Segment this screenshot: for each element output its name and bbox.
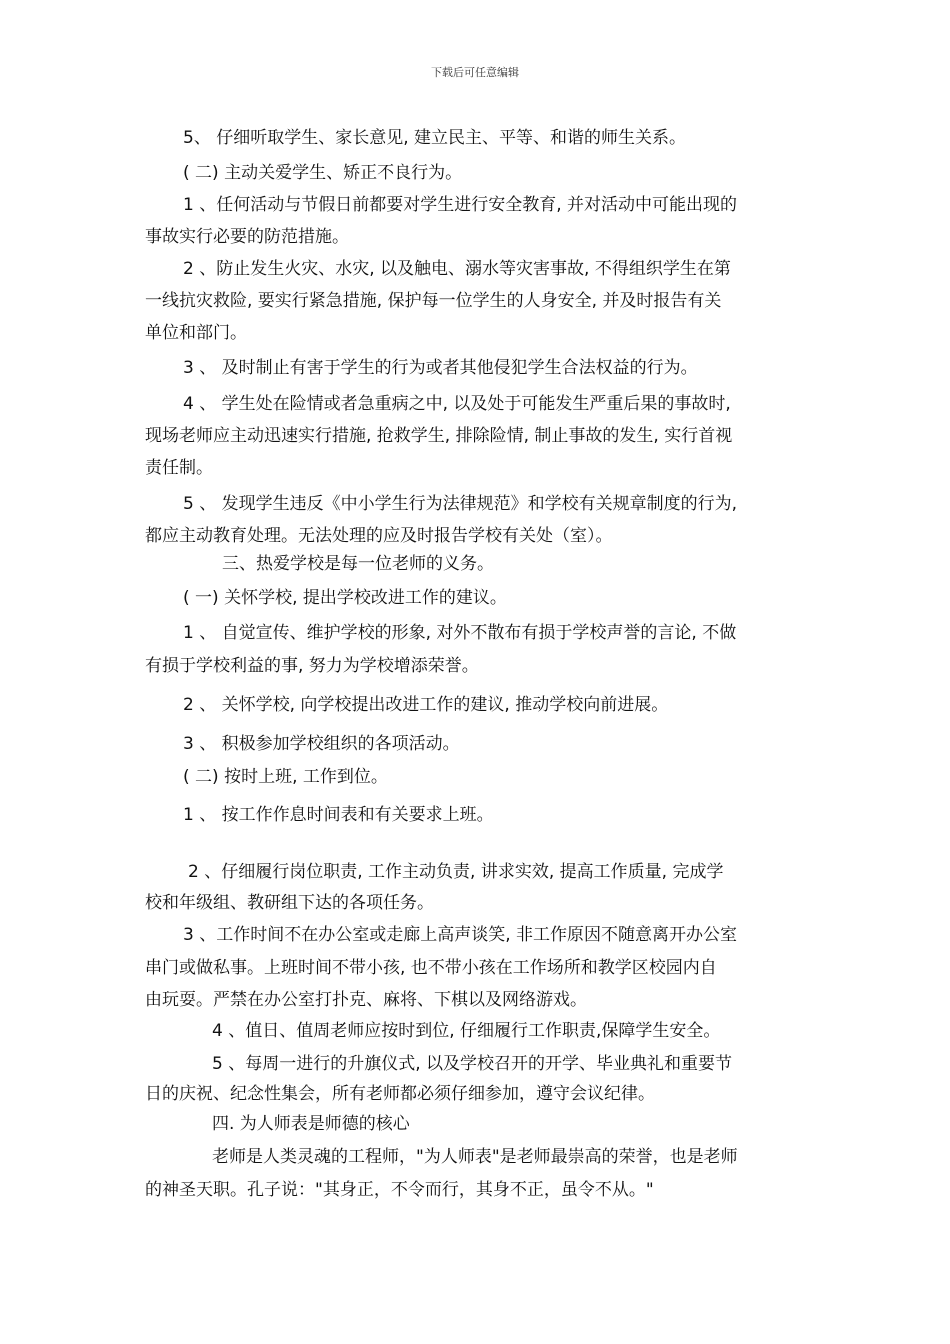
text-line: 3 、工作时间不在办公室或走廊上高声谈笑, 非工作原因不随意离开办公室 (183, 925, 738, 945)
text-line: ( 一) 关怀学校, 提出学校改进工作的建议。 (183, 588, 507, 608)
text-line: 5 、 发现学生违反《中小学生行为法律规范》和学校有关规章制度的行为, (183, 494, 738, 514)
text-line: ( 二) 按时上班, 工作到位。 (183, 767, 388, 787)
text-line: ( 二) 主动关爱学生、矫正不良行为。 (183, 163, 463, 183)
text-line: 老师是人类灵魂的工程师，"为人师表"是老师最崇高的荣誉，也是老师 (212, 1147, 738, 1167)
text-line: 1 、 按工作作息时间表和有关要求上班。 (183, 805, 494, 825)
text-line: 单位和部门。 (145, 323, 247, 343)
text-line: 一线抗灾救险, 要实行紧急措施, 保护每一位学生的人身安全, 并及时报告有关 (145, 291, 722, 311)
text-line: 4 、值日、值周老师应按时到位, 仔细履行工作职责,保障学生安全。 (212, 1021, 721, 1041)
text-line: 3 、 积极参加学校组织的各项活动。 (183, 734, 460, 754)
page-header: 下载后可任意编辑 (431, 66, 519, 79)
text-line: 由玩耍。严禁在办公室打扑克、麻将、下棋以及网络游戏。 (145, 990, 587, 1010)
text-line: 现场老师应主动迅速实行措施, 抢救学生, 排除险情, 制止事故的发生, 实行首视 (145, 426, 733, 446)
text-line: 1 、 自觉宣传、维护学校的形象, 对外不散布有损于学校声誉的言论, 不做 (183, 623, 737, 643)
text-line: 事故实行必要的防范措施。 (145, 227, 349, 247)
text-line: 的神圣天职。孔子说："其身正，不令而行，其身不正，虽令不从。" (145, 1180, 654, 1200)
text-line: 串门或做私事。上班时间不带小孩, 也不带小孩在工作场所和教学区校园内自 (145, 958, 717, 978)
text-line: 2 、仔细履行岗位职责, 工作主动负责, 讲求实效, 提高工作质量, 完成学 (188, 862, 724, 882)
text-line: 5 、每周一进行的升旗仪式, 以及学校召开的开学、毕业典礼和重要节 (212, 1054, 733, 1074)
text-line: 有损于学校利益的事, 努力为学校增添荣誉。 (145, 656, 479, 676)
text-line: 责任制。 (145, 458, 213, 478)
text-line: 3 、 及时制止有害于学生的行为或者其他侵犯学生合法权益的行为。 (183, 358, 698, 378)
section-heading: 三、热爱学校是每一位老师的义务。 (222, 554, 494, 574)
text-line: 校和年级组、教研组下达的各项任务。 (145, 893, 434, 913)
text-line: 5、 仔细听取学生、家长意见, 建立民主、平等、和谐的师生关系。 (183, 128, 687, 148)
section-heading: 四. 为人师表是师德的核心 (212, 1114, 410, 1134)
text-line: 2 、防止发生火灾、水灾, 以及触电、溺水等灾害事故, 不得组织学生在第 (183, 259, 731, 279)
text-line: 日的庆祝、纪念性集会，所有老师都必须仔细参加，遵守会议纪律。 (145, 1084, 655, 1104)
text-line: 2 、 关怀学校, 向学校提出改进工作的建议, 推动学校向前进展。 (183, 695, 669, 715)
text-line: 1 、任何活动与节假日前都要对学生进行安全教育, 并对活动中可能出现的 (183, 195, 738, 215)
text-line: 都应主动教育处理。无法处理的应及时报告学校有关处（室）。 (145, 526, 613, 546)
text-line: 4 、 学生处在险情或者急重病之中, 以及处于可能发生严重后果的事故时, (183, 394, 731, 414)
